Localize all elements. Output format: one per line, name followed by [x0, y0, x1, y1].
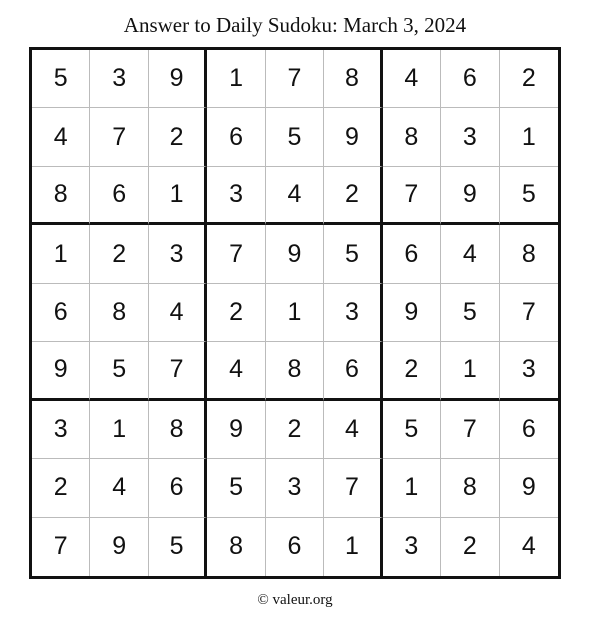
sudoku-cell-r7c4: 9 [207, 401, 265, 459]
sudoku-cell-r6c2: 5 [90, 342, 148, 400]
sudoku-cell-r2c2: 7 [90, 108, 148, 166]
sudoku-cell-r7c6: 4 [324, 401, 382, 459]
sudoku-cell-r2c8: 3 [441, 108, 499, 166]
sudoku-cell-r2c9: 1 [500, 108, 558, 166]
sudoku-cell-r9c4: 8 [207, 518, 265, 576]
sudoku-cell-r7c3: 8 [149, 401, 207, 459]
sudoku-cell-r4c8: 4 [441, 225, 499, 283]
sudoku-cell-r7c9: 6 [500, 401, 558, 459]
sudoku-cell-r1c8: 6 [441, 50, 499, 108]
sudoku-cell-r4c7: 6 [383, 225, 441, 283]
sudoku-cell-r5c5: 1 [266, 284, 324, 342]
sudoku-cell-r4c2: 2 [90, 225, 148, 283]
sudoku-cell-r2c7: 8 [383, 108, 441, 166]
sudoku-cell-r1c1: 5 [32, 50, 90, 108]
sudoku-cell-r4c4: 7 [207, 225, 265, 283]
sudoku-cell-r3c1: 8 [32, 167, 90, 225]
sudoku-cell-r7c7: 5 [383, 401, 441, 459]
sudoku-cell-r5c4: 2 [207, 284, 265, 342]
sudoku-cell-r9c5: 6 [266, 518, 324, 576]
sudoku-cell-r4c6: 5 [324, 225, 382, 283]
sudoku-cell-r1c2: 3 [90, 50, 148, 108]
sudoku-cell-r9c9: 4 [521, 532, 536, 561]
sudoku-cell-r4c3: 3 [149, 225, 207, 283]
sudoku-cell-r5c1: 6 [32, 284, 90, 342]
sudoku-cell-r6c7: 2 [383, 342, 441, 400]
sudoku-cell-r4c1: 1 [32, 225, 90, 283]
sudoku-cell-r6c1: 9 [32, 342, 90, 400]
copyright-footer: © valeur.org [257, 592, 333, 608]
sudoku-board [29, 47, 561, 579]
sudoku-cell-r8c1: 2 [32, 459, 90, 517]
sudoku-cell-r8c3: 6 [149, 459, 207, 517]
sudoku-cell-r8c2: 4 [90, 459, 148, 517]
sudoku-cell-r6c8: 1 [441, 342, 499, 400]
sudoku-cell-r6c3: 7 [149, 342, 207, 400]
sudoku-cell-r3c2: 6 [90, 167, 148, 225]
sudoku-grid [32, 50, 558, 576]
sudoku-cell-r4c5: 9 [266, 225, 324, 283]
sudoku-cell-r5c2: 8 [90, 284, 148, 342]
sudoku-cell-r9c2: 9 [90, 518, 148, 576]
sudoku-cell-r3c4: 3 [207, 167, 265, 225]
sudoku-cell-r1c7: 4 [383, 50, 441, 108]
sudoku-cell-r7c1: 3 [32, 401, 90, 459]
sudoku-cell-r6c9: 3 [500, 342, 558, 400]
sudoku-cell-r3c3: 1 [149, 167, 207, 225]
sudoku-cell-r1c9: 2 [500, 50, 558, 108]
sudoku-cell-r2c1: 4 [32, 108, 90, 166]
sudoku-cell-r7c2: 1 [90, 401, 148, 459]
sudoku-cell-r5c3: 4 [149, 284, 207, 342]
sudoku-cell-r2c3: 2 [149, 108, 207, 166]
sudoku-cell-r7c5: 2 [266, 401, 324, 459]
sudoku-cell-r5c6: 3 [324, 284, 382, 342]
sudoku-cell-r6c6: 6 [324, 342, 382, 400]
sudoku-cell-r9c7: 3 [383, 518, 441, 576]
sudoku-cell-r7c8: 7 [441, 401, 499, 459]
sudoku-cell-r1c6: 8 [324, 50, 382, 108]
sudoku-cell-r1c3: 9 [149, 50, 207, 108]
sudoku-cell-r6c4: 4 [207, 342, 265, 400]
sudoku-cell-r8c6: 7 [324, 459, 382, 517]
sudoku-cell-r9c6: 1 [324, 518, 382, 576]
sudoku-cell-r8c9: 9 [500, 459, 558, 517]
sudoku-cell-r2c5: 5 [266, 108, 324, 166]
sudoku-cell-r1c5: 7 [266, 50, 324, 108]
sudoku-cell-r3c7: 7 [383, 167, 441, 225]
sudoku-cell-r5c7: 9 [383, 284, 441, 342]
sudoku-cell-r8c7: 1 [383, 459, 441, 517]
sudoku-cell-r9c1: 7 [32, 518, 90, 576]
sudoku-cell-r1c4: 1 [207, 50, 265, 108]
sudoku-cell-r8c8: 8 [441, 459, 499, 517]
sudoku-cell-r6c5: 8 [266, 342, 324, 400]
sudoku-cell-r9c8: 2 [441, 518, 499, 576]
sudoku-cell-r8c4: 5 [207, 459, 265, 517]
sudoku-cell-r3c9: 5 [500, 167, 558, 225]
sudoku-cell-r5c9: 7 [500, 284, 558, 342]
sudoku-cell-r8c5: 3 [266, 459, 324, 517]
sudoku-cell-r2c6: 9 [324, 108, 382, 166]
page-title: Answer to Daily Sudoku: March 3, 2024 [123, 13, 467, 37]
sudoku-cell-r3c8: 9 [441, 167, 499, 225]
sudoku-cell-r9c3: 5 [149, 518, 207, 576]
sudoku-cell-r2c4: 6 [207, 108, 265, 166]
sudoku-cell-r3c5: 4 [266, 167, 324, 225]
sudoku-cell-r3c6: 2 [324, 167, 382, 225]
sudoku-cell-r5c8: 5 [441, 284, 499, 342]
sudoku-cell-r4c9: 8 [500, 225, 558, 283]
